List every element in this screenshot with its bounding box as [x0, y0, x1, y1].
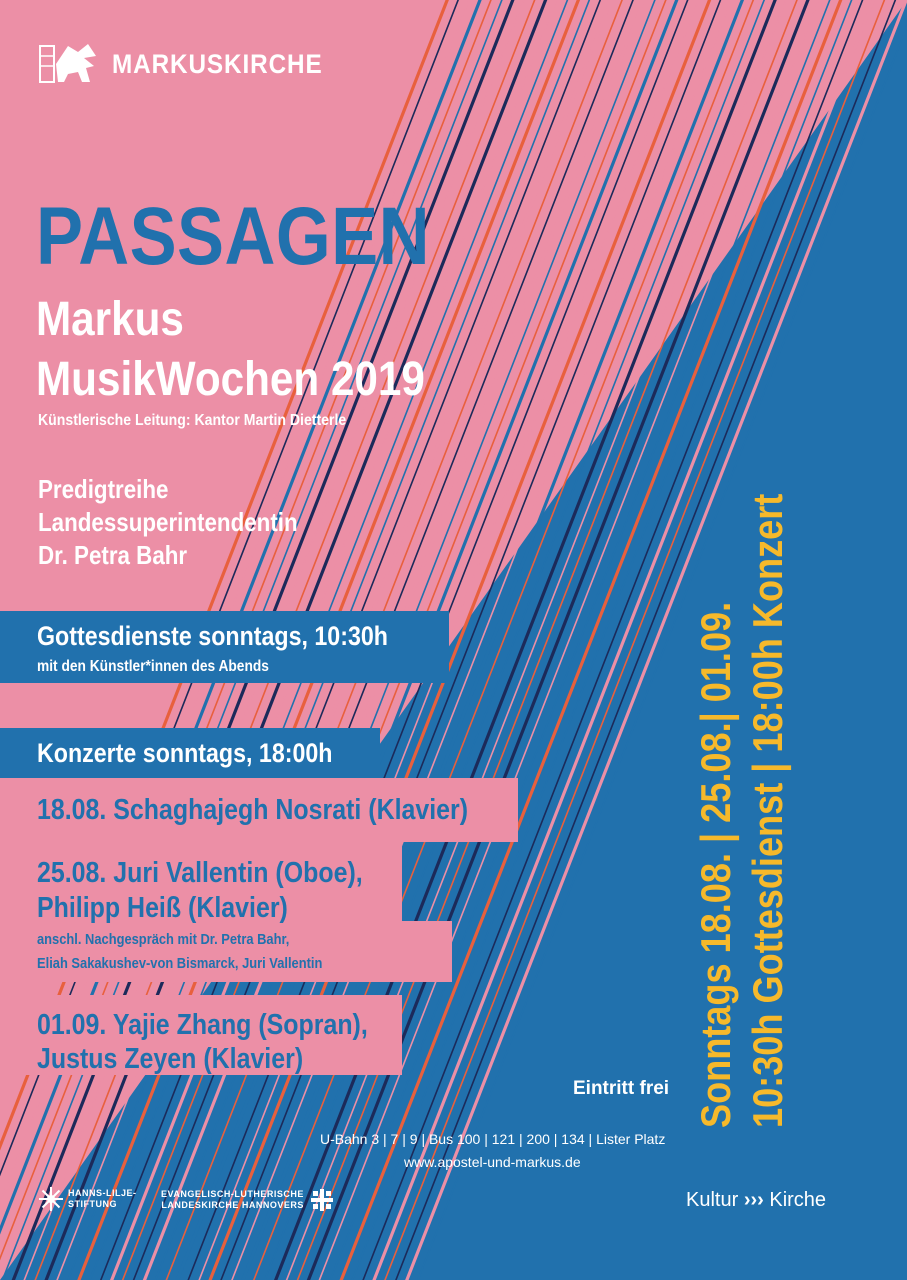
transport-info: U-Bahn 3 | 7 | 9 | Bus 100 | 121 | 200 | 134 | Lister Platz: [320, 1131, 666, 1147]
arrows-icon: ›››: [743, 1189, 764, 1211]
concert-2-note1: anschl. Nachgespräch mit Dr. Petra Bahr,: [37, 931, 290, 948]
kultur-text: Kultur: [686, 1189, 739, 1211]
vertical-schedule: [690, 493, 794, 1128]
sermon-speaker: Dr. Petra Bahr: [38, 540, 188, 570]
sunburst-icon: [38, 1186, 64, 1212]
concert-3-line2: Justus Zeyen (Klavier): [37, 1043, 304, 1075]
kirche-text: Kirche: [769, 1189, 827, 1211]
concerts-heading: Konzerte sonntags, 18:00h: [37, 738, 333, 768]
vertical-times: 10:30h Gottesdienst | 18:00h Konzert: [744, 493, 791, 1128]
cross-icon: [310, 1188, 334, 1212]
sermon-role: Landessuperintendentin: [38, 507, 298, 537]
concert-1-box: [0, 778, 518, 842]
concert-3-box: [0, 995, 402, 1075]
landeskirche-line2: LANDESKIRCHE HANNOVERS: [161, 1200, 304, 1210]
website-link[interactable]: www.apostel-und-markus.de: [404, 1154, 581, 1170]
vertical-dates: Sonntags 18.08. | 25.08.| 01.09.: [692, 601, 739, 1128]
hanns-line1: HANNS-LILJE-: [68, 1188, 137, 1198]
subtitle-line2: MusikWochen 2019: [36, 353, 425, 406]
services-note: mit den Künstler*innen des Abends: [37, 658, 269, 675]
main-title: PASSAGEN: [36, 191, 430, 282]
landeskirche-logo: [161, 1188, 334, 1212]
services-band: [0, 611, 449, 683]
entry-free: Eintritt frei: [573, 1078, 670, 1099]
concert-3-line1: 01.09. Yajie Zhang (Sopran),: [37, 1009, 368, 1041]
artistic-lead: Künstlerische Leitung: Kantor Martin Dietterle: [38, 412, 347, 429]
concert-2-note2: Eliah Sakakushev-von Bismarck, Juri Vallentin: [37, 955, 323, 972]
subtitle-line1: Markus: [36, 293, 184, 346]
concert-2-line2: Philipp Heiß (Klavier): [37, 892, 288, 924]
concert-2-line1: 25.08. Juri Vallentin (Oboe),: [37, 857, 363, 889]
markuskirche-logo: [38, 42, 346, 86]
sermon-series: Predigtreihe: [38, 474, 169, 504]
hanns-line2: STIFTUNG: [68, 1199, 117, 1209]
lion-icon: [38, 42, 100, 86]
services-heading: Gottesdienste sonntags, 10:30h: [37, 621, 388, 651]
concert-1: 18.08. Schaghajegh Nosrati (Klavier): [37, 794, 469, 826]
concerts-band: [0, 728, 380, 778]
logo-text: MARKUSKIRCHE: [112, 48, 323, 79]
hanns-lilje-logo: [38, 1186, 137, 1212]
landeskirche-line1: EVANGELISCH-LUTHERISCHE: [161, 1189, 304, 1199]
kultur-kirche-logo: [686, 1189, 826, 1212]
